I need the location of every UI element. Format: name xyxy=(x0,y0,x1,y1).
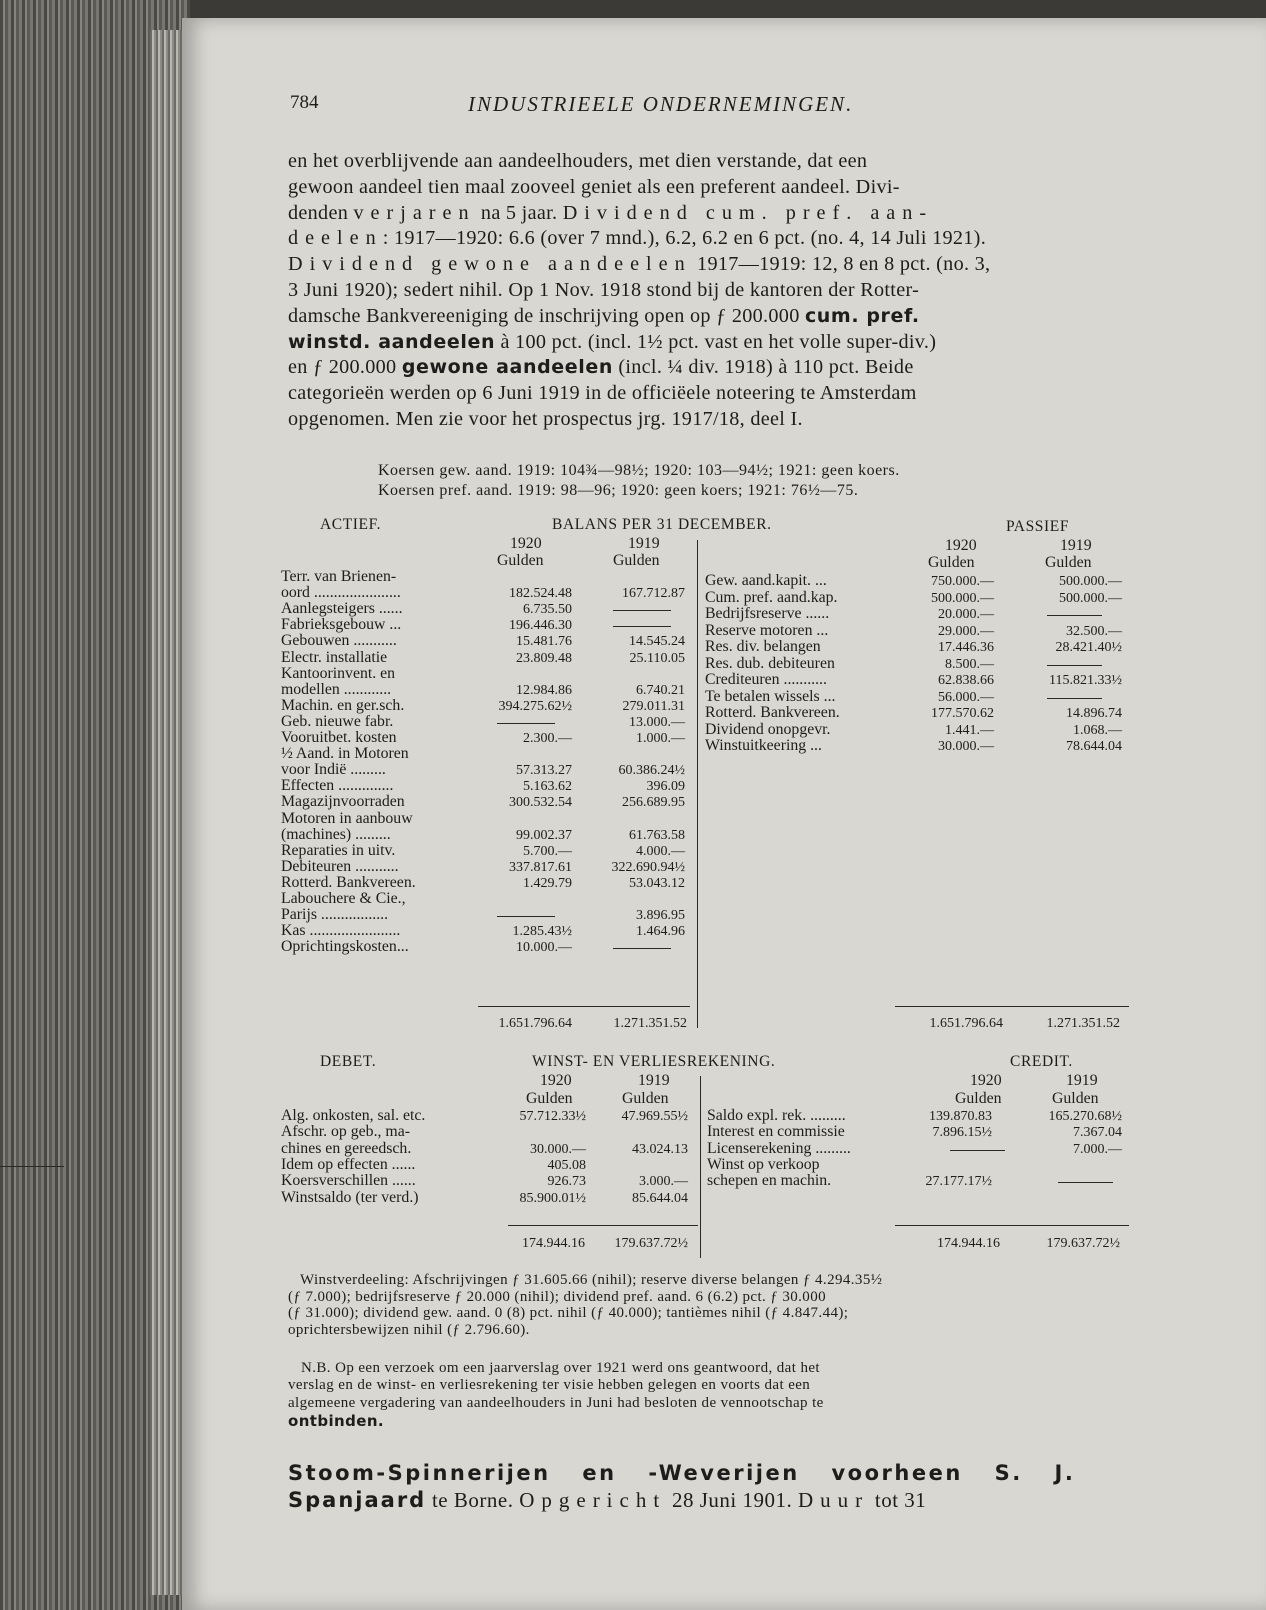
intro-line-part: gewone aandeelen xyxy=(401,356,613,379)
actief-row-value-1920: 57.313.27 xyxy=(516,763,572,779)
credit-row-label: Winst op verkoop xyxy=(707,1155,820,1173)
debet-row-value-1919: 3.000.— xyxy=(639,1174,688,1190)
passief-total-1920: 1.651.796.64 xyxy=(929,1016,1003,1031)
passief-row-value-1919: 500.000.— xyxy=(1059,590,1122,606)
passief-row-dash xyxy=(1047,698,1102,699)
next-company-duur: Duur xyxy=(797,1488,870,1512)
nb-line: algemeene vergadering van aandeelhouders in Juni had besloten de vennootschap te xyxy=(288,1394,824,1411)
winst-year-1920-right: 1920 xyxy=(970,1072,1002,1089)
passief-row-label: Res. div. belangen xyxy=(705,638,821,655)
next-company-line1 xyxy=(288,1461,1075,1486)
credit-row-value-1920: 139.870.83 xyxy=(929,1109,992,1124)
actief-row-value-1920: 10.000.— xyxy=(516,940,572,956)
actief-row-value-1919: 256.689.95 xyxy=(622,795,685,811)
actief-row-value-1919: 396.09 xyxy=(646,779,685,795)
credit-row-label: Licenserekening ......... xyxy=(707,1139,851,1157)
passief-row-value-1920: 1.441.— xyxy=(945,722,994,738)
actief-row-value-1920: 337.817.61 xyxy=(509,859,572,875)
balans-year-1920-right: 1920 xyxy=(945,537,977,554)
actief-row-value-1920: 6.735.50 xyxy=(523,602,572,618)
winst-unit-right-2: Gulden xyxy=(1052,1090,1099,1107)
debet-row-label: Afschr. op geb., ma- xyxy=(281,1123,410,1141)
actief-row-value-1920: 394.275.62½ xyxy=(498,698,572,714)
winstverdeeling-line: Winstverdeeling: Afschrijvingen ƒ 31.605.66 (nihil); reserve diverse belangen ƒ 4.294.35½ xyxy=(300,1272,883,1288)
actief-row-label: Parijs ................. xyxy=(281,906,389,924)
actief-row-label: (machines) ......... xyxy=(281,825,391,843)
intro-line-part: en het overblijvende aan aandeelhouders, met dien verstande, dat een xyxy=(288,150,868,172)
passief-row-dash xyxy=(1047,615,1102,616)
passief-row-label: Bedrijfsreserve ...... xyxy=(705,605,830,622)
intro-line-part: denden xyxy=(288,201,354,224)
credit-total-1919: 179.637.72½ xyxy=(1046,1236,1120,1251)
next-company-date: 28 Juni 1901. xyxy=(666,1488,798,1512)
actief-row-label: Reparaties in uitv. xyxy=(281,841,396,859)
actief-row-label: Gebouwen ........... xyxy=(281,632,397,650)
debet-row-label: Idem op effecten ...... xyxy=(281,1155,416,1173)
balans-year-1920-left: 1920 xyxy=(510,535,542,552)
next-company-name-2: Spanjaard xyxy=(288,1488,427,1512)
next-company-line2 xyxy=(288,1488,926,1513)
actief-total-rule xyxy=(478,1006,690,1007)
actief-row-label: modellen ............ xyxy=(281,680,392,698)
actief-row-dash xyxy=(613,626,671,627)
debet-row-value-1919: 85.644.04 xyxy=(632,1190,688,1206)
intro-line xyxy=(288,253,990,276)
actief-row-value-1919: 13.000.— xyxy=(629,714,685,730)
balans-unit-left-2: Gulden xyxy=(613,552,660,569)
actief-row-label: Magazijnvoorraden xyxy=(281,793,405,811)
actief-row-label: Motoren in aanbouw xyxy=(281,809,413,827)
credit-row-label: Interest en commissie xyxy=(707,1123,845,1141)
actief-row-value-1920: 1.285.43½ xyxy=(512,924,572,940)
credit-row-label: schepen en machin. xyxy=(707,1172,832,1190)
intro-line-part: : 1917—1920: 6.6 (over 7 mnd.), 6.2, 6.2 en 6 pct. (no. 4, 14 Juli 1921). xyxy=(382,227,987,250)
debet-row-label: Winstsaldo (ter verd.) xyxy=(281,1188,419,1206)
credit-total-rule xyxy=(895,1225,1129,1226)
winst-year-1920-left: 1920 xyxy=(540,1072,572,1089)
passief-row-label: Winstuitkeering ... xyxy=(705,737,822,754)
passief-row-value-1920: 17.446.36 xyxy=(938,640,994,655)
passief-row-value-1919: 14.896.74 xyxy=(1066,706,1122,721)
intro-line-part: damsche Bankvereeniging de inschrijving open op ƒ 200.000 xyxy=(288,304,805,327)
actief-row-label: Geb. nieuwe fabr. xyxy=(281,712,394,730)
debet-row-label: chines en gereedsch. xyxy=(281,1139,412,1157)
balans-title: BALANS PER 31 DECEMBER. xyxy=(552,516,772,533)
passief-row-value-1920: 20.000.— xyxy=(938,607,994,622)
balans-actief-title: ACTIEF. xyxy=(320,516,382,533)
next-company-duur-end: tot 31 xyxy=(869,1488,927,1512)
intro-line-part: gewoon aandeel tien maal zooveel geniet als een preferent aandeel. Divi- xyxy=(288,175,900,198)
actief-row-value-1920: 196.446.30 xyxy=(509,618,572,634)
credit-row-dash xyxy=(950,1150,1005,1151)
debet-total-rule xyxy=(508,1225,698,1226)
debet-row-label: Koersverschillen ...... xyxy=(281,1172,416,1190)
intro-line-part: deelen xyxy=(288,227,383,250)
actief-row-value-1920: 23.809.48 xyxy=(516,650,572,666)
actief-row-value-1919: 1.000.— xyxy=(636,731,685,746)
passief-row-label: Te betalen wissels ... xyxy=(705,687,836,705)
credit-row-value-1920: 27.177.17½ xyxy=(925,1174,992,1190)
winst-debet-title: DEBET. xyxy=(320,1053,377,1070)
intro-line xyxy=(288,331,936,354)
debet-row-value-1920: 405.08 xyxy=(547,1157,586,1173)
actief-row-label: oord ...................... xyxy=(281,584,401,602)
actief-row-value-1920: 1.429.79 xyxy=(523,875,572,891)
intro-line-part: categorieën werden op 6 Juni 1919 in de officiëele noteering te Amsterdam xyxy=(288,382,917,405)
passief-row-label: Dividend onopgevr. xyxy=(705,720,831,738)
actief-row-label: Aanlegsteigers ...... xyxy=(281,600,403,618)
winstverdeeling-line: (ƒ 7.000); bedrijfsreserve ƒ 20.000 (nihil); dividend pref. aand. 6 (6.2) pct. ƒ 30.000 xyxy=(288,1288,827,1305)
passief-row-dash xyxy=(1047,665,1102,666)
actief-row-dash xyxy=(613,948,671,949)
passief-total-rule xyxy=(895,1006,1129,1007)
balans-divider xyxy=(697,540,698,1028)
actief-row-value-1919: 322.690.94½ xyxy=(611,859,685,875)
credit-row-value-1919: 7.000.— xyxy=(1073,1141,1122,1157)
intro-line-part: Dividend gewone aandeelen xyxy=(288,253,692,276)
actief-row-value-1919: 167.712.87 xyxy=(622,586,685,602)
balans-year-1919-left: 1919 xyxy=(628,535,660,552)
balans-unit-right-2: Gulden xyxy=(1045,554,1092,571)
intro-line xyxy=(288,356,914,379)
intro-line xyxy=(288,408,803,431)
balans-unit-right-1: Gulden xyxy=(928,554,975,571)
balans-passief-title: PASSIEF xyxy=(1006,518,1070,535)
debet-row-value-1920: 926.73 xyxy=(547,1174,586,1190)
actief-row-label: Terr. van Brienen- xyxy=(281,568,397,585)
page-number: 784 xyxy=(290,92,319,113)
winst-unit-left-1: Gulden xyxy=(526,1090,573,1107)
running-title: INDUSTRIEELE ONDERNEMINGEN. xyxy=(468,92,854,116)
actief-row-value-1919: 60.386.24½ xyxy=(618,763,685,779)
actief-row-value-1919: 25.110.05 xyxy=(629,650,685,666)
intro-line xyxy=(288,202,933,225)
winstverdeeling-line: (ƒ 31.000); dividend gew. aand. 0 (8) pct. nihil (ƒ 40.000); tantièmes nihil (ƒ 4.847.44); xyxy=(288,1305,849,1321)
actief-row-value-1920: 5.700.— xyxy=(523,843,572,859)
passief-row-label: Rotterd. Bankvereen. xyxy=(705,704,840,721)
debet-row-value-1919: 43.024.13 xyxy=(632,1141,688,1157)
actief-row-value-1920: 300.532.54 xyxy=(509,795,572,811)
winst-year-1919-left: 1919 xyxy=(638,1072,670,1089)
actief-row-label: Kantoorinvent. en xyxy=(281,664,396,682)
passief-row-label: Crediteuren ........... xyxy=(705,671,827,688)
intro-line-part: winstd. aandeelen xyxy=(288,330,496,353)
actief-row-label: Labouchere & Cie., xyxy=(281,890,406,907)
actief-row-dash xyxy=(613,610,671,611)
passief-row-value-1920: 500.000.— xyxy=(931,590,994,606)
passief-row-value-1920: 30.000.— xyxy=(938,739,994,754)
passief-row-value-1919: 78.644.04 xyxy=(1066,739,1122,754)
intro-line-part: (incl. ¼ div. 1918) à 110 pct. Beide xyxy=(613,356,914,379)
passief-row-value-1920: 750.000.— xyxy=(931,574,994,589)
nb-line: verslag en de winst- en verliesrekening ter visie hebben gelegen en voorts dat een xyxy=(288,1377,811,1394)
intro-line xyxy=(288,150,867,173)
intro-line xyxy=(288,382,917,405)
intro-line-part: 3 Juni 1920); sedert nihil. Op 1 Nov. 1918 stond bij de kantoren der Rotter- xyxy=(288,279,920,301)
winst-unit-left-2: Gulden xyxy=(622,1090,669,1107)
winstverdeeling-line: oprichtersbewijzen nihil (ƒ 2.796.60). xyxy=(288,1321,530,1338)
nb-bold-word: ontbinden. xyxy=(288,1412,384,1430)
intro-line-part: verjaren xyxy=(353,201,476,224)
passief-row-label: Reserve motoren ... xyxy=(705,621,829,639)
debet-row-value-1920: 85.900.01½ xyxy=(519,1190,586,1206)
intro-line-part: Dividend cum. pref. aan- xyxy=(562,201,934,224)
debet-total-1920: 174.944.16 xyxy=(522,1236,585,1251)
passief-row-value-1919: 500.000.— xyxy=(1059,574,1122,589)
koersen-gew: Koersen gew. aand. 1919: 104¾—98½; 1920: 103—94½; 1921: geen koers. xyxy=(378,462,900,479)
actief-row-value-1920: 12.984.86 xyxy=(516,682,572,698)
debet-row-value-1920: 30.000.— xyxy=(530,1141,586,1157)
credit-total-1920: 174.944.16 xyxy=(937,1236,1000,1251)
passief-row-label: Res. dub. debiteuren xyxy=(705,654,835,672)
intro-line-part: 1917—1919: 12, 8 en 8 pct. (no. 3, xyxy=(691,253,991,276)
koersen-pref: Koersen pref. aand. 1919: 98—96; 1920: geen koers; 1921: 76½—75. xyxy=(378,482,859,499)
credit-row-value-1919: 165.270.68½ xyxy=(1048,1109,1122,1124)
actief-row-value-1919: 279.011.31 xyxy=(622,698,685,714)
winst-divider xyxy=(700,1076,701,1258)
actief-row-label: Fabrieksgebouw ... xyxy=(281,616,402,634)
balans-year-1919-right: 1919 xyxy=(1060,537,1092,554)
debet-row-label: Alg. onkosten, sal. etc. xyxy=(281,1107,426,1124)
nb-line: N.B. Op een verzoek om een jaarverslag over 1921 werd ons geantwoord, dat het xyxy=(301,1360,820,1376)
winst-unit-right-1: Gulden xyxy=(955,1090,1002,1107)
balans-unit-left-1: Gulden xyxy=(497,552,544,569)
intro-line xyxy=(288,279,919,302)
passief-total-1919: 1.271.351.52 xyxy=(1046,1016,1120,1031)
actief-row-label: Rotterd. Bankvereen. xyxy=(281,873,416,891)
actief-row-value-1919: 6.740.21 xyxy=(636,682,685,698)
debet-row-value-1920: 57.712.33½ xyxy=(519,1109,586,1124)
intro-line xyxy=(288,176,900,199)
actief-row-value-1920: 5.163.62 xyxy=(523,779,572,795)
intro-line xyxy=(288,305,920,328)
actief-row-label: Oprichtingskosten... xyxy=(281,938,409,956)
passief-row-value-1920: 29.000.— xyxy=(938,623,994,639)
winst-credit-title: CREDIT. xyxy=(1010,1053,1073,1070)
actief-row-label: Machin. en ger.sch. xyxy=(281,696,405,714)
passief-row-value-1920: 8.500.— xyxy=(945,656,994,672)
passief-row-label: Cum. pref. aand.kap. xyxy=(705,588,838,606)
actief-row-value-1919: 53.043.12 xyxy=(629,875,685,891)
actief-row-value-1919: 4.000.— xyxy=(636,843,685,859)
actief-row-label: Electr. installatie xyxy=(281,648,388,666)
next-company-place: te Borne. xyxy=(426,1488,520,1512)
actief-row-dash xyxy=(497,916,555,917)
passief-row-value-1919: 28.421.40½ xyxy=(1055,640,1122,655)
actief-row-label: ½ Aand. in Motoren xyxy=(281,745,409,763)
debet-row-value-1919: 47.969.55½ xyxy=(621,1109,688,1124)
actief-row-label: Kas ....................... xyxy=(281,922,401,940)
credit-row-dash xyxy=(1058,1182,1113,1183)
actief-row-value-1920: 2.300.— xyxy=(523,731,572,746)
intro-line-part: en ƒ 200.000 xyxy=(288,356,402,379)
actief-row-label: Debiteuren ........... xyxy=(281,857,399,875)
intro-line xyxy=(288,227,986,250)
actief-row-value-1919: 3.896.95 xyxy=(636,908,685,924)
intro-line-part: cum. pref. xyxy=(804,304,920,327)
passief-row-value-1919: 32.500.— xyxy=(1066,623,1122,639)
passief-row-value-1920: 56.000.— xyxy=(938,689,994,705)
credit-row-label: Saldo expl. rek. ......... xyxy=(707,1107,846,1124)
intro-line-part: na 5 jaar. xyxy=(475,201,563,224)
actief-row-value-1920: 182.524.48 xyxy=(509,586,572,602)
next-company-opgericht: Opgericht xyxy=(519,1488,667,1512)
next-company-name: Stoom-Spinnerijen en -Weverijen voorheen S. J. xyxy=(288,1461,1076,1485)
winst-year-1919-right: 1919 xyxy=(1066,1072,1098,1089)
credit-row-value-1920: 7.896.15½ xyxy=(932,1125,992,1141)
actief-row-value-1920: 15.481.76 xyxy=(516,634,572,650)
passief-row-value-1920: 62.838.66 xyxy=(938,673,994,688)
actief-row-value-1919: 1.464.96 xyxy=(636,924,685,940)
actief-row-value-1919: 14.545.24 xyxy=(629,634,685,650)
actief-row-value-1919: 61.763.58 xyxy=(629,827,685,843)
actief-total-1919: 1.271.351.52 xyxy=(613,1016,687,1031)
debet-row-dash xyxy=(0,1166,64,1167)
actief-row-label: Vooruitbet. kosten xyxy=(281,729,397,746)
actief-row-value-1920: 99.002.37 xyxy=(516,827,572,843)
actief-row-label: voor Indië ......... xyxy=(281,761,386,779)
actief-total-1920: 1.651.796.64 xyxy=(498,1016,572,1031)
actief-row-label: Effecten .............. xyxy=(281,777,394,795)
debet-total-1919: 179.637.72½ xyxy=(614,1236,688,1251)
passief-row-value-1919: 1.068.— xyxy=(1073,722,1122,738)
passief-row-label: Gew. aand.kapit. ... xyxy=(705,572,827,589)
intro-line-part: opgenomen. Men zie voor het prospectus jrg. 1917/18, deel I. xyxy=(288,408,803,430)
passief-row-value-1920: 177.570.62 xyxy=(931,706,994,721)
actief-row-dash xyxy=(497,723,555,724)
intro-line-part: à 100 pct. (incl. 1½ pct. vast en het volle super-div.) xyxy=(495,330,937,353)
passief-row-value-1919: 115.821.33½ xyxy=(1049,673,1122,688)
credit-row-value-1919: 7.367.04 xyxy=(1073,1125,1122,1141)
winst-title: WINST- EN VERLIESREKENING. xyxy=(532,1053,776,1070)
